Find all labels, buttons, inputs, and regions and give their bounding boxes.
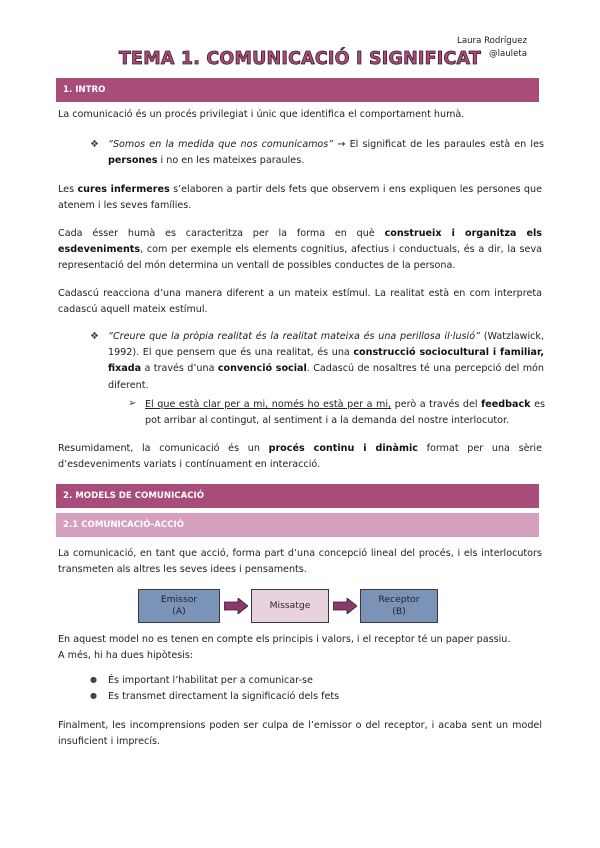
- intro-paragraph-1: La comunicació és un procés privilegiat i únic que identifica el comportament humà.: [58, 109, 465, 120]
- quote-2-text: “Creure que la pròpia realitat és la realitat mateixa és una perillosa il·lusió”: [108, 331, 481, 342]
- quote-2-bold-1: construcció sociocultural i familiar, fixada: [108, 347, 545, 375]
- emissor-sub-label: (A): [172, 606, 186, 617]
- author-name: Laura Rodríguez: [457, 36, 527, 46]
- emissor-box: [138, 589, 220, 623]
- section-models-heading: 2. MODELS DE COMUNICACIÓ: [56, 484, 539, 508]
- receptor-sub-label: (B): [392, 606, 406, 617]
- intro-paragraph-3: [58, 226, 542, 275]
- arrow-right-icon: [333, 598, 357, 614]
- quote-2-c: a través d’una: [141, 363, 218, 375]
- missatge-label: Missatge: [269, 600, 311, 611]
- page-title: TEMA 1. COMUNICACIÓ I SIGNIFICAT: [118, 49, 482, 69]
- quote-2-d: . Cadascú de nosaltres té una percepció del món diferent.: [108, 363, 544, 391]
- intro-paragraph-4: Cadascú reacciona d’una manera diferent a un mateix estímul. La realitat està en com interpreta cadascú aquell mateix estímul.: [58, 288, 542, 316]
- receptor-label: Receptor: [378, 594, 420, 605]
- quote-1-end: i no en les mateixes paraules.: [157, 155, 305, 167]
- section-intro-heading: 1. INTRO: [56, 78, 539, 102]
- accio-paragraph-1: La comunicació, en tant que acció, forma part d’una concepció lineal del procés, i els interlocutors transmeten als altres les seves idees i pensaments.: [58, 548, 542, 576]
- quote-2-paragraph: [108, 329, 544, 394]
- p5-bold: procés continu i dinàmic: [268, 443, 418, 454]
- p3-end: , com per exemple els elements cognitius, afectius i conductuals, és a dir, la seva representació del món determina un ventall de possibles conductes de la persona.: [58, 244, 542, 272]
- quote-2-bold-2: convenció social: [217, 363, 307, 375]
- p5-end: format per una sèrie d’esdeveniments variats i contínuament en interacció.: [58, 443, 542, 471]
- sub-underline: El que està clar per a mi, només ho està per a mi,: [145, 399, 392, 410]
- arrow-right-icon: [224, 598, 248, 614]
- list-item: Es transmet directament la significació dels fets: [108, 691, 340, 702]
- diamond-bullet-icon: ❖: [90, 139, 99, 150]
- quote-1-arrow-text: → El significat de les paraules està en les: [333, 139, 544, 150]
- sub-point-paragraph: [145, 397, 545, 429]
- section-accio-heading: 2.1 COMUNICACIÓ-ACCIÓ: [56, 513, 539, 537]
- receptor-box: [360, 589, 438, 623]
- dot-bullet-icon: ●: [90, 691, 97, 700]
- accio-paragraph-2-line-2: A més, hi ha dues hipòtesis:: [58, 650, 194, 661]
- emissor-label: Emissor: [160, 594, 198, 605]
- p3-start: Cada ésser humà es caracteritza per la forma en què: [58, 228, 385, 239]
- missatge-box: [251, 589, 329, 623]
- dot-bullet-icon: ●: [90, 675, 97, 684]
- intro-paragraph-2: [58, 182, 542, 214]
- sub-end: es pot arribar al contingut, al sentiment i a la demanda del nostre interlocutor.: [145, 399, 546, 427]
- author-handle: @lauleta: [488, 49, 527, 59]
- sub-bold: feedback: [481, 399, 531, 410]
- accio-paragraph-2-line-1: En aquest model no es tenen en compte els principis i valors, i el receptor té un paper passiu.: [58, 634, 511, 645]
- quote-1-text: “Somos en la medida que nos comunicamos”: [108, 139, 334, 150]
- p2-start: Les: [58, 184, 78, 195]
- quote-1-paragraph: [108, 137, 544, 169]
- list-item: És important l’habilitat per a comunicar-se: [108, 675, 313, 686]
- sub-mid: però a través del: [391, 399, 482, 410]
- accio-paragraph-3: Finalment, les incomprensions poden ser culpa de l’emissor o del receptor, i acaba sent un model insuficient i imprecís.: [58, 720, 542, 748]
- quote-2-a: (Watzlawick, 1992). El que pensem que és una realitat, és una: [108, 331, 545, 359]
- quote-1-bold: persones: [108, 155, 158, 167]
- communication-diagram: [138, 584, 438, 628]
- p2-bold: cures infermeres: [77, 184, 170, 195]
- arrowhead-bullet-icon: ➢: [128, 398, 137, 409]
- diamond-bullet-icon: ❖: [90, 331, 99, 342]
- p5-start: Resumidament, la comunicació és un: [58, 443, 269, 454]
- p2-end: s’elaboren a partir dels fets que observem i ens expliquen les persones que atenem i les seves famílies.: [58, 184, 542, 212]
- intro-paragraph-5: [58, 441, 542, 473]
- p3-bold: construeix i organitza els esdeveniments: [58, 228, 542, 256]
